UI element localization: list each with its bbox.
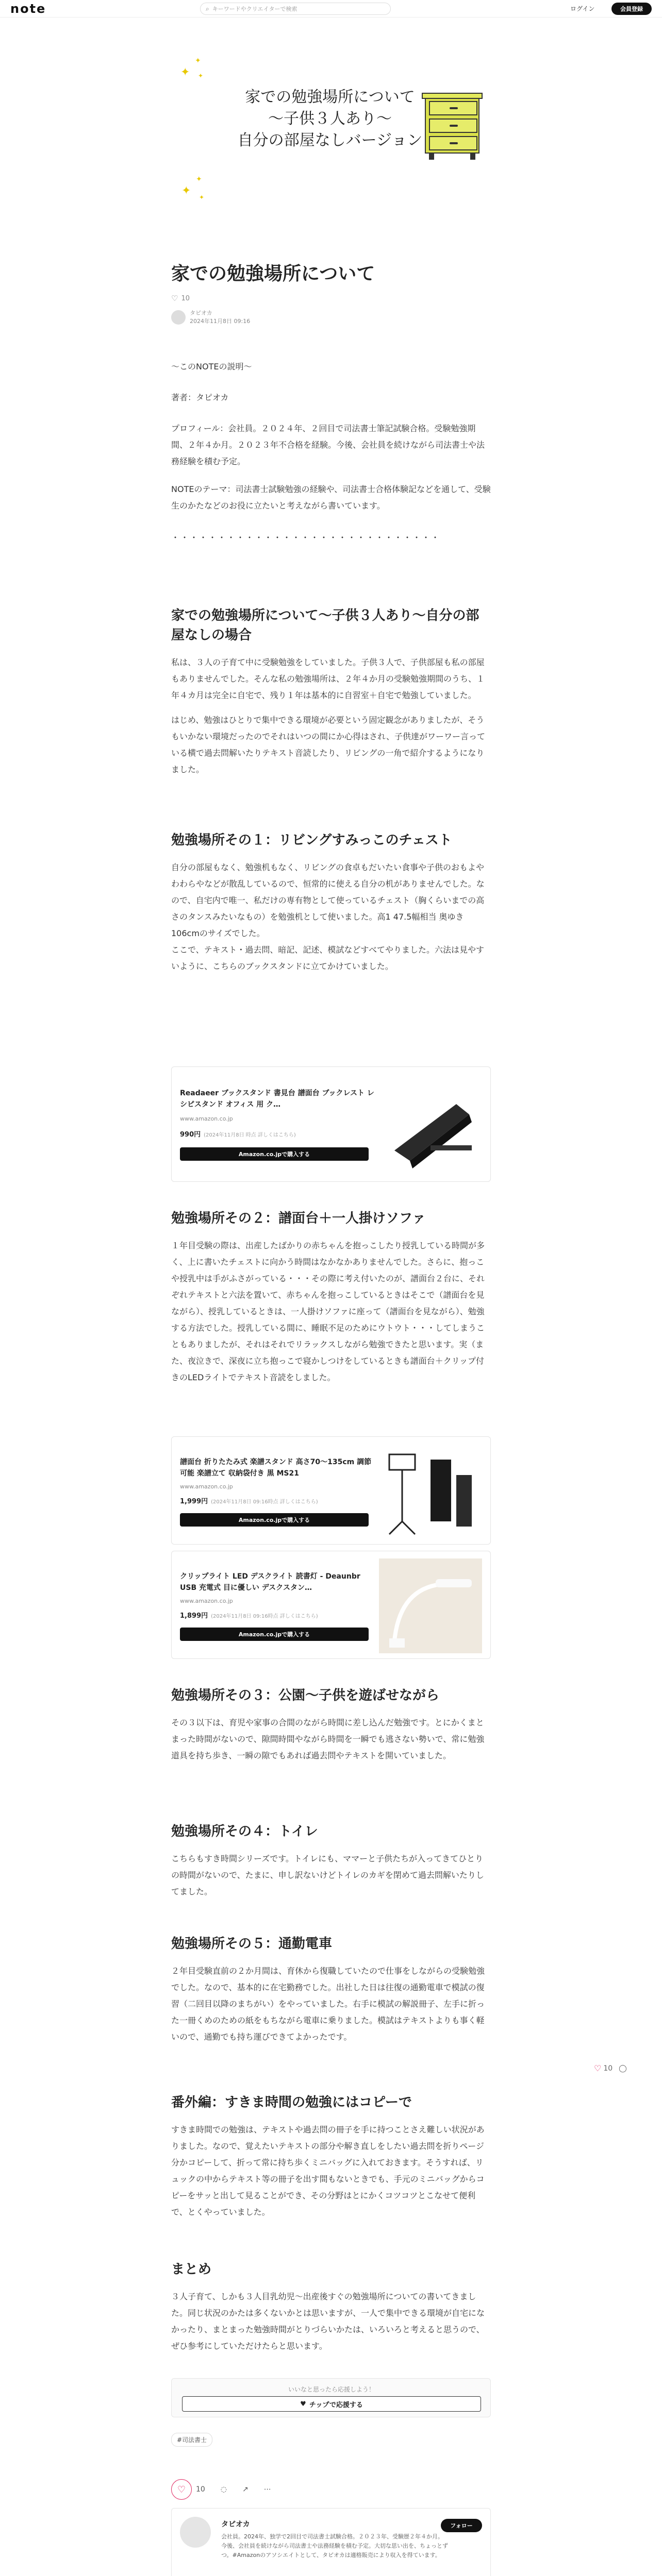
price-value: 1,899円 <box>180 1612 208 1620</box>
product-price <box>180 1129 296 1139</box>
intro-line: 著者：タピオカ <box>171 393 229 402</box>
tip-button[interactable] <box>182 2396 481 2412</box>
support-prompt: いいなと思ったら応援しよう！ <box>288 2386 375 2393</box>
author-meta <box>171 309 491 326</box>
section-heading: 勉強場所その１：リビングすみっこのチェスト <box>171 833 452 848</box>
sparkle-icon: ✦ <box>181 184 191 197</box>
author-box-bio: 会社員。2024年、独学で2回目で司法書士試験合格。２０２３年、受験歴２年４か月。今後、会社員を続けながら司法書士や法務経験を積む予定。大切な思い出を、ちょっとずつ。#Amazonのアソシエイトとして、タピオカは適格販売により収入を得ています。 <box>221 2533 448 2558</box>
note-logo[interactable]: note <box>10 2 46 16</box>
product-embed-bookstand[interactable] <box>171 1066 491 1182</box>
author-name[interactable]: タピオカ <box>190 310 212 316</box>
hashtag[interactable]: #司法書士 <box>171 2433 212 2447</box>
paragraph: 自分の部屋もなく、勉強机もなく、リビングの食卓もだいたい食事や子供のおもよやわわらやなどが散乱しているので、恒常的に使える自分の机がありませんでした。なので、自宅内で唯一、私だけの専有物として使っているチェスト（胸くらいまでの高さのタンスみたいなもの）を勉強机として使いました。高1 47.5幅相当 奥ゆき106cmのサイズでした。 <box>171 862 485 938</box>
amazon-buy-button[interactable]: Amazon.co.jpで購入する <box>180 1147 369 1161</box>
product-embed-clip-light[interactable] <box>171 1551 491 1659</box>
like-count-bottom: 10 <box>196 2485 205 2494</box>
comment-icon[interactable]: ◌ <box>220 2485 227 2494</box>
price-note: (2024年11月8日 時点 詳しくはこちら) <box>204 1132 296 1138</box>
amazon-buy-button[interactable]: Amazon.co.jpで購入する <box>180 1628 369 1641</box>
amazon-buy-button[interactable]: Amazon.co.jpで購入する <box>180 1513 369 1527</box>
paragraph: ２年目受験直前の２か月間は、育休から復職していたので仕事をしながらの受験勉強でした。なので、基本的に在宅勤務でした。出社した日は往復の通勤電車で模試の復習（二回目以降のまちがい）をやっていました。右手に模試の解説冊子、左手に折った一冊くめのための紙をもちながら電車に乗りました。模試はテキストよりも事く軽いので、通勤でも持ち運びできてよかったです。 <box>171 1966 485 2042</box>
sparkle-icon: ✦ <box>195 57 201 65</box>
price-note: (2024年11月8日 09:16時点 詳しくはこちら) <box>211 1614 318 1619</box>
paragraph: その３以下は、育児や家事の合間のながら時間に差し込んだ勉強です。とにかくまとまった時間がないので、隙間時間やながら時間を一瞬でも逃さない勢いで、常に勉強道具を持ち歩き、一瞬の隙でもあれば過去問やテキストを開いていました。 <box>171 1718 485 1760</box>
heart-icon[interactable]: ♡ <box>594 2063 602 2073</box>
section-4 <box>171 1686 491 1764</box>
sparkle-icon: ✦ <box>199 194 205 201</box>
speech-bubble-icon[interactable]: ◯ <box>619 2064 627 2073</box>
like-count-row <box>171 294 491 303</box>
hero-title-line: 家での勉強場所について <box>245 88 415 106</box>
tip-icon: ♥ <box>300 2400 306 2408</box>
section-heading: まとめ <box>171 2262 212 2277</box>
intro-divider: ・・・・・・・・・・・・・・・・・・・・・・・・・・・・・ <box>171 533 441 543</box>
hero-image <box>170 52 490 227</box>
article-title-block <box>171 262 491 326</box>
hero-title <box>217 87 443 151</box>
tip-button-label: チップで応援する <box>309 2401 363 2409</box>
like-count: 10 <box>181 294 190 302</box>
reaction-row <box>171 2479 271 2500</box>
more-icon[interactable]: ⋯ <box>263 2485 271 2494</box>
intro-line: NOTEのテーマ：司法書士試験勉強の経験や、司法書士合格体験記などを通して、受験生のかたなどのお役に立たいと考えながら書いています。 <box>171 484 491 511</box>
section-2 <box>171 831 491 975</box>
search-icon: ⌕ <box>206 5 209 12</box>
share-icon[interactable]: ↗ <box>242 2485 249 2494</box>
section-1 <box>171 606 491 778</box>
section-heading: 家での勉強場所について〜子供３人あり〜自分の部屋なしの場合 <box>171 608 479 643</box>
side-like-count: 10 <box>603 2064 613 2073</box>
paragraph: こちらもすき時間シリーズです。トイレにも、ママーと子供たちが入ってきてひとりの時間がないので、たまに、申し訳ないけどトイレのカギを閉めて過去問解いたりしてました。 <box>171 1854 484 1896</box>
search-input[interactable] <box>200 3 391 15</box>
heart-outline-icon[interactable]: ♡ <box>171 294 178 303</box>
author-box-name[interactable]: タピオカ <box>221 2520 250 2529</box>
paragraph: １年目受験の際は、出産したばかりの赤ちゃんを抱っこしたり授乳している時間が多く、上に書いたチェストに向かう時間はなかなかありませんでした。さらに、抱っこや授乳中は手がふさがっている・・・その際に考え付いたのが、譜面台２台に、それぞれテキストと六法を置いて、赤ちゃんを抱っこしているときはそこで（譜面台を見ながら）、授乳しているときは、一人掛けソファに座って（譜面台を見ながら）、勉強する方法でした。授乳している間に、睡眠不足のためにウトウト・・・してしまうこともありましたが、それはそれでリラックスしながら勉強できたと思います。実（また、夜泣きで、深夜に立ち抱っこで寝かしつけをしているときも譜面台＋クリップ付きのLEDライトでテキスト音読をしました。 <box>171 1241 485 1382</box>
product-thumbnail[interactable] <box>379 1073 482 1176</box>
product-url: www.amazon.co.jp <box>180 1115 233 1122</box>
intro-block <box>171 359 491 546</box>
sparkle-icon: ✦ <box>196 175 202 183</box>
product-title[interactable]: 譜面台 折りたたみ式 楽譜スタンド 高さ70～135cm 調節可能 楽譜立て 収納袋付き 黒 MS21 <box>180 1458 372 1478</box>
price-value: 1,999円 <box>180 1498 208 1505</box>
paragraph: ３人子育て、しかも３人目乳幼児〜出産後すぐの勉強場所についての書いてきました。同じ状況のかたは多くないかとは思いますが、一人で集中できる環境が自宅になかったり、まとまった勉強時間がとりづらいかたは、いろいろと考えると思うので、ぜひ参考にしていただけたらと思います。 <box>171 2292 485 2351</box>
section-6 <box>171 1934 491 2045</box>
intro-line: プロフィール：会社員。２０２４年、２回目で司法書士筆記試験合格。受験勉強期間、２年４か月。２０２３年不合格を経験。今後、会社員を続けながら司法書士や法務経験を積む予定。 <box>171 423 485 466</box>
paragraph: 私は、３人の子育て中に受験勉強をしていました。子供３人で、子供部屋も私の部屋もありませんでした。そんな私の勉強場所は、２年４か月の受験勉強期間のうち、１年４カ月は完全に自宅で、残り１年は基本的に自習室＋自宅で勉強していました。 <box>171 657 485 700</box>
floating-reactions <box>594 2063 627 2073</box>
intro-line: 〜このNOTEの説明〜 <box>171 362 252 371</box>
section-8 <box>171 2260 491 2354</box>
product-title[interactable]: クリップライト LED デスクライト 読書灯 - Deaunbr USB 充電式 目に優しい デスクスタン… <box>180 1572 360 1592</box>
post-date: 2024年11月8日 09:16 <box>190 318 251 325</box>
follow-button[interactable]: フォロー <box>441 2519 482 2532</box>
section-7 <box>171 2093 491 2221</box>
product-price <box>180 1496 318 1505</box>
product-title[interactable]: Readaeer ブックスタンド 書見台 譜面台 ブックレスト レシピスタンド オフィス 用 ク… <box>180 1089 374 1109</box>
paragraph: はじめ、勉強はひとりで集中できる環境が必要という固定観念がありましたが、そうもいかない環境だったのでそれはいつの間にか心得はされ、子供達がワーワー言っている横で過去問解いたりテキスト音読したり、リビングの一角で紹介するようになりました。 <box>171 715 485 774</box>
section-heading: 勉強場所その４：トイレ <box>171 1824 318 1839</box>
signup-button[interactable]: 会員登録 <box>611 3 652 15</box>
paragraph: ここで、テキスト・過去問、暗記、記述、模試などすべてやりました。六法は見やすいように、こちらのブックスタンドに立てかけていました。 <box>171 945 485 971</box>
login-link[interactable]: ログイン <box>570 5 595 12</box>
section-heading: 番外編：すきま時間の勉強にはコピーで <box>171 2095 412 2110</box>
support-box <box>171 2378 491 2417</box>
section-heading: 勉強場所その３：公園〜子供を遊ばせながら <box>171 1688 440 1703</box>
author-box-avatar[interactable] <box>180 2517 211 2548</box>
section-3 <box>171 1209 491 1386</box>
sparkle-icon: ✦ <box>198 72 204 79</box>
product-embed-music-stand[interactable] <box>171 1436 491 1545</box>
search-placeholder: キーワードやクリエイターで検索 <box>212 6 297 12</box>
sparkle-icon: ✦ <box>180 66 190 79</box>
author-avatar[interactable] <box>171 310 186 325</box>
section-heading: 勉強場所その２：譜面台＋一人掛けソファ <box>171 1211 426 1226</box>
paragraph: すきま時間での勉強は、テキストや過去問の冊子を手に持つことさえ難しい状況がありました。なので、覚えたいテキストの部分や解き直しをしたい過去問を折りページ分かコピーして、折って常に持ち歩くミニバッグに入れておきます。そうすれば、リュックの中からテキスト等の冊子を出す間もないときでも、手元のミニバッグからコピーをサッと出して見ることができ、その分野はとにかくコツコツとこなせて便利で、とくやっていました。 <box>171 2125 485 2217</box>
hero-title-line: 自分の部屋なしバージョン <box>237 131 423 149</box>
product-price <box>180 1610 318 1620</box>
product-thumbnail[interactable] <box>379 1444 482 1539</box>
author-box <box>171 2508 491 2576</box>
drawer-illustration <box>422 93 483 160</box>
top-bar <box>0 0 662 18</box>
article-title: 家での勉強場所について <box>171 263 375 284</box>
product-url: www.amazon.co.jp <box>180 1483 233 1490</box>
product-thumbnail[interactable] <box>379 1558 482 1653</box>
like-button-heart-icon[interactable]: ♡ <box>171 2479 192 2500</box>
section-5 <box>171 1822 491 1900</box>
hero-title-line: 〜子供３人あり〜 <box>268 110 392 128</box>
product-url: www.amazon.co.jp <box>180 1598 233 1604</box>
price-note: (2024年11月8日 09:16時点 詳しくはこちら) <box>211 1499 318 1505</box>
price-value: 990円 <box>180 1131 201 1139</box>
section-heading: 勉強場所その５：通勤電車 <box>171 1936 333 1952</box>
